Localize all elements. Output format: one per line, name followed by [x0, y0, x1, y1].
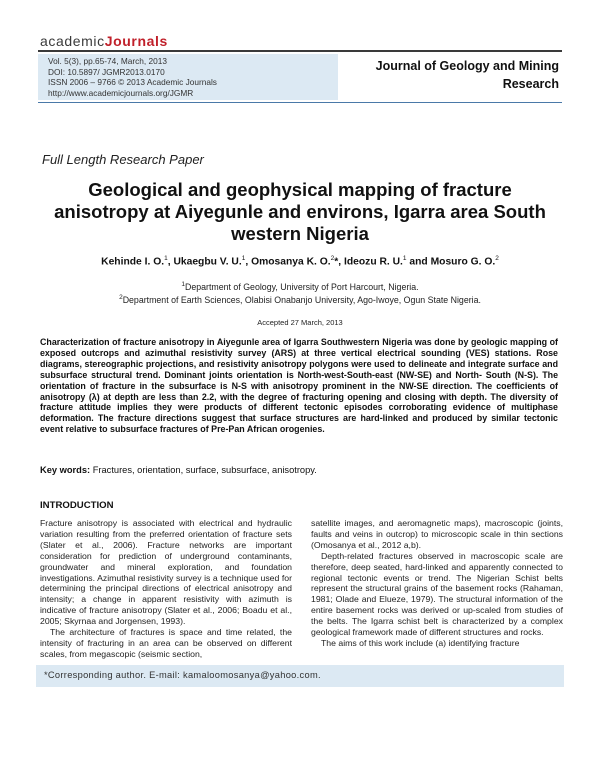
affiliation-mark: 1	[181, 281, 186, 288]
author-separator: ,	[245, 256, 252, 268]
volume-line: Vol. 5(3), pp.65-74, March, 2013	[48, 56, 167, 66]
paragraph: The aims of this work include (a) identifying fracture	[321, 637, 520, 648]
abstract-text: Characterization of fracture anisotropy in Aiyegunle area of Igarra Southwestern Nigeria was done by geologic mapping of exposed outcrops and azimuthal resistivity survey (ARS) at three vertical electrical sounding (VES) stations. Rose diagrams, stereographic projections, and resistivity anisotropy polygons were used to delineate and integrate surface and subsurface structural trend. Dominant joints orientation is North-west-South-east (NW-SE) and North- South (N-S). The orientation of fracture in the subsurface is N-S with anisotropy prominent in the NW-SE direction. The coefficients of anisotropy (λ) at depth are less than 2.2, with the degree of fracturing opening and closing with depth. The diversity of fracture attitude implies they were products of different tectonic episodes corroborating evidence of multiphase deformation. The fracture directions suggest that surface structures are hard-linked and produced by similar tectonic event relative to subsurface fractures of Pre-Pan African orogenies.	[40, 337, 558, 435]
author-separator: *,	[334, 256, 344, 268]
doi-line: DOI: 10.5897/ JGMR2013.0170	[48, 66, 165, 77]
paragraph: Depth-related fractures observed in macroscopic scale are therefore, deep seated, hard-linked and apparently connected to regional tectonic events or trend. The Nigerian Schist belts represent the structural grains of the basement rocks (Rahaman, 1981; Olade and Elueze, 1979). The structural information of the entire basement rocks was derived or up-scaled from studies of the belts. The Igarra schist belt is characterized by a complex geological framework made of different structures and rocks.	[311, 550, 563, 638]
author-separator: and	[406, 256, 431, 268]
accepted-date: Accepted 27 March, 2013	[257, 318, 343, 327]
affiliation-text: Department of Geology, University of Port Harcourt, Nigeria.	[185, 281, 419, 292]
author-affiliation-mark: 1	[402, 255, 407, 262]
keywords-text: Fractures, orientation, surface, subsurface, anisotropy.	[92, 465, 317, 475]
author-affiliation-mark: 2	[330, 255, 335, 262]
paragraph: satellite images, and aeromagnetic maps), macroscopic (joints, faults and veins in outcrop) to microscopic scale in thin sections (Omosanya et al., 2012 a,b).	[311, 518, 563, 550]
paragraph: Fracture anisotropy is associated with electrical and hydraulic variation resulting from the preferred orientation of fracture sets (Slater et al., 2006). Fracture networks are important consideration for prediction of underground contaminants, groundwater and mineral exploration, and foundation investigations. Azimuthal resistivity survey is a technique used for determining the principal directions of electrical anisotropy and intensity; a change in apparent resistivity with azimuth is indicative of fracture anisotropy (Slater et al., 2006; Boadu et al., 2005; Skyrnaa and Jorgensen, 1993).	[40, 518, 292, 627]
affiliation-mark: 2	[119, 294, 123, 301]
keywords	[40, 465, 560, 475]
author-separator: ,	[167, 256, 174, 268]
header-bottom-rule	[38, 102, 562, 103]
author-name: Omosanya K. O.	[251, 256, 331, 268]
affiliation-2	[40, 294, 560, 305]
affiliation-1	[40, 281, 560, 292]
paragraph: The architecture of fractures is space and time related, the intensity of fracturing in an area can be observed on different scales, from megascopic (seismic section,	[40, 627, 292, 659]
author-affiliation-mark: 1	[164, 255, 168, 262]
author-name: Mosuro G. O.	[430, 256, 496, 268]
author-name: Ideozu R. U.	[344, 256, 403, 268]
author-affiliation-mark: 2	[495, 255, 499, 262]
publisher-logo	[40, 33, 168, 49]
corresponding-author-email[interactable]: *Corresponding author. E-mail: kamaloomosanya@yahoo.com.	[44, 670, 321, 680]
introduction-heading: INTRODUCTION	[40, 500, 114, 511]
header-info-lines	[48, 56, 217, 98]
intro-column-right	[311, 518, 563, 649]
intro-column-left	[40, 518, 292, 660]
journal-name: Journal of Geology and Mining Research	[375, 59, 559, 91]
paper-title: Geological and geophysical mapping of fracture anisotropy at Aiyegunle and environs, Igarra area South western Nigeria	[54, 179, 546, 244]
logo-text-journals: Journals	[104, 33, 168, 49]
paper-type: Full Length Research Paper	[42, 152, 204, 167]
affiliation-text: Department of Earth Sciences, Olabisi Onabanjo University, Ago-Iwoye, Ogun State Nigeria.	[122, 294, 481, 305]
issn-line: ISSN 2006 – 9766 © 2013 Academic Journals	[48, 77, 217, 88]
logo-text-academic: academic	[40, 33, 105, 49]
author-list	[40, 255, 560, 267]
author-affiliation-mark: 1	[241, 255, 246, 262]
header-top-rule	[38, 50, 562, 52]
journal-url-link[interactable]: http://www.academicjournals.org/JGMR	[48, 87, 194, 98]
author-name: Kehinde I. O.	[101, 256, 165, 268]
keywords-label: Key words:	[40, 465, 91, 475]
author-name: Ukaegbu V. U.	[173, 256, 242, 268]
